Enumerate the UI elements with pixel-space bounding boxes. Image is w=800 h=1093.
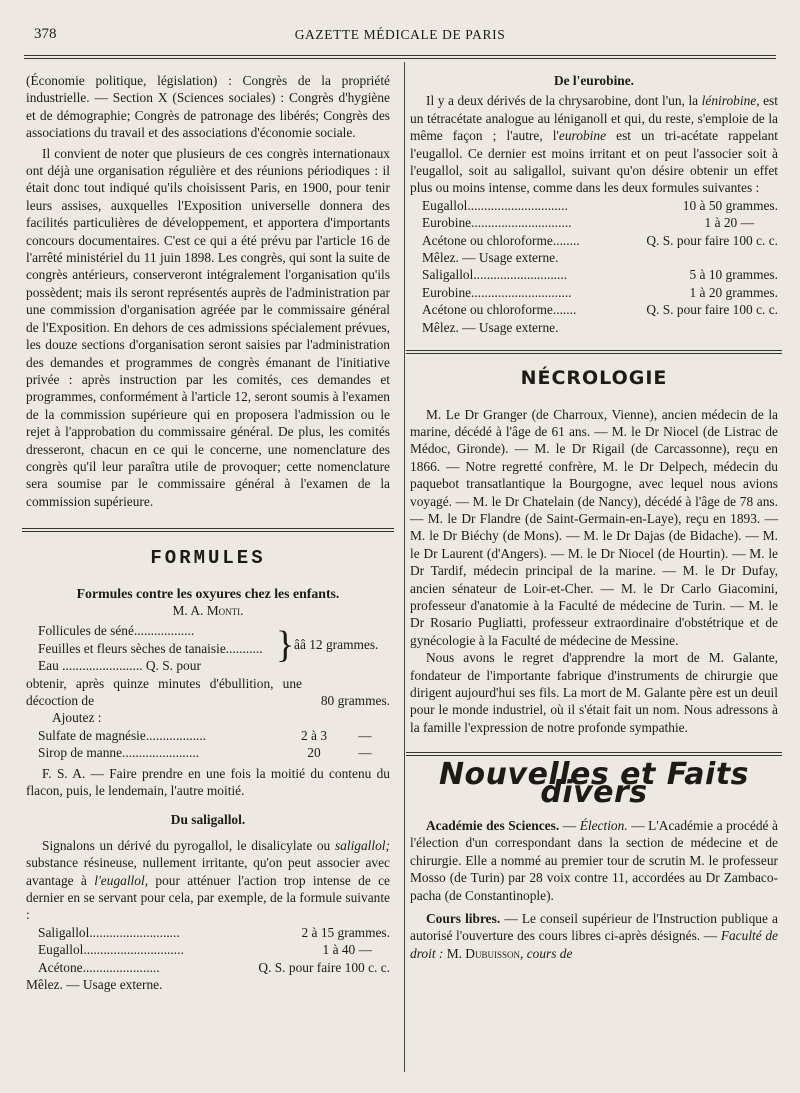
usage-note: Mêlez. — Usage externe.: [422, 319, 559, 335]
formula-amount: 1 à 40 —: [322, 942, 372, 958]
formula-decoction-qty: 80 grammes.: [320, 693, 390, 708]
formula-qty: ââ 12 grammes.: [294, 637, 379, 653]
text-run-italic: cours de: [526, 945, 573, 961]
text-run-italic: l'eugallol,: [94, 872, 149, 888]
formula-line: Feuilles et fleurs sèches de tanaisie...........: [38, 640, 263, 656]
formula-amount: 2 à 3: [300, 727, 328, 743]
formula-amount: Q. S. pour faire 100 c. c.: [646, 302, 778, 318]
formula-amount: 20: [307, 745, 321, 761]
column-divider: [404, 62, 405, 1072]
formula-unit: —: [358, 745, 372, 761]
text-run-italic: Faculté de droit :: [410, 928, 778, 961]
ajoutez-label: Ajoutez :: [52, 710, 102, 726]
cours-lead: Cours libres.: [426, 911, 501, 927]
formula-unit: —: [358, 727, 372, 743]
text-run-italic: eurobine: [558, 128, 607, 144]
saligallol-paragraph: [26, 837, 390, 924]
formula-row: [38, 959, 390, 976]
cours-paragraph: [410, 910, 778, 962]
text-run: Il y a deux dérivés de la chrysarobine, dont l'un, la: [426, 93, 702, 109]
text-run: est un tri-acétate rappelant l'eugallol. Ce dernier est moins irritant et on peut l'associer soit à l'eugallol, soit au saligallol, suivant qu'on désire obtenir un effet plus ou moins intense, comme dans les deux formules suivantes :: [410, 128, 778, 196]
necrologie-title: NÉCROLOGIE: [520, 367, 668, 390]
section-rule: [406, 350, 782, 354]
right-column: [410, 72, 778, 962]
formula-eurobine-1: [410, 197, 778, 336]
formules-title: FORMULES: [150, 547, 266, 570]
section-rule: [22, 528, 394, 532]
eurobine-title: De l'eurobine.: [553, 73, 635, 88]
academie-lead: Académie des Sciences.: [426, 818, 560, 834]
academie-paragraph: [410, 817, 778, 904]
left-column: [26, 72, 390, 994]
text-run-italic: lénirobine,: [701, 93, 760, 109]
formula-amount: Q. S. pour faire 100 c. c.: [258, 959, 390, 975]
section-rule: [406, 752, 782, 756]
formula-row: [422, 197, 778, 214]
text-run-italic: saligallol;: [334, 837, 390, 853]
text-run: substance résineuse, nullement irritante, qu'on peut associer avec avantage à: [26, 855, 390, 888]
formula-row: [26, 727, 390, 744]
text-run: pour atténuer l'action trop intense de ce dernier en se servant pour cela, par exemple, de la formule suivante :: [26, 872, 390, 923]
text-run: — L'Académie a procédé à l'élection d'un correspondant dans la section de médecine et de chirurgie. Elle a nommé au premier tour de scrutin M. le professeur Mosso (de Turin) par 28 voix contre 11, accordées au Dr Zambaco-pacha (de Constantinople).: [410, 818, 778, 903]
text-run-italic: Élection.: [579, 818, 628, 834]
eurobine-paragraph: [410, 92, 778, 196]
formula-item: Eugallol..............................: [422, 197, 568, 213]
congress-paragraph-1: (Économie politique, législation) : Congrès de la propriété industrielle. — Section X (Sciences sociales) : Congrès d'hygiène et de démographie; Congrès de patronage des libérés; Congrès des associations du travail et des associations d'économie sociale.: [26, 73, 390, 141]
text-run: Signalons un dérivé du pyrogallol, le disalicylate ou: [42, 837, 335, 853]
formula-amount: Q. S. pour faire 100 c. c.: [646, 232, 778, 248]
formula-row: [38, 924, 390, 941]
formula-saligallol: [26, 924, 390, 976]
congress-paragraph-2: Il convient de noter que plusieurs de ces congrès internationaux ont déjà une organisation régulière et des réunions périodiques : il était donc tout indiqué qu'ils choisissent Paris, en 1900, pour tenir leurs assises, auxquelles l'Exposition universelle donnera des facilités particulières de développement, et apportera d'importants concours documentaires. C'est ce qui a été prévu par l'article 16 de l'arrêté ministériel du 11 juin 1898. Les congrès, qui sont la suite de congrès antérieurs, conserveront intégralement l'organisation qu'ils possèdent; mais ils seront représentés auprès de l'administration par une commission d'organisation agréée par le commissaire général de l'Exposition. En dehors de ces admissions spécialement prévues, les douze sections d'organisation seront saisies par l'administration des demandes et programmes de congrès émanant de l'initiative privée : après instruction par les comités, ces demandes et programmes, conformément à l'article 12, seront soumis à l'examen de la commission supérieure qui en proposera l'admission ou le rejet à l'approbation du commissaire général. De plus, les comités dresseront, chacun en ce qui le concerne, une nomenclature des congrès qu'il leur paraîtra utile de provoquer; cette nomenclature sera soumise par le commissaire général à l'examen de la commission supérieure.: [26, 145, 390, 509]
formula-item: Saligallol...........................: [38, 924, 180, 940]
formula-item: Sulfate de magnésie..................: [38, 727, 207, 743]
formula-item: Acétone.......................: [38, 959, 160, 975]
usage-note: Mêlez. — Usage externe.: [422, 250, 559, 266]
page-number: 378: [34, 26, 57, 42]
formula-eau: Eau ........................ Q. S. pour: [38, 658, 201, 674]
formula-amount: 5 à 10 grammes.: [689, 267, 778, 283]
text-run: M. Dubuisson,: [443, 945, 527, 961]
text-run: est un tétracétate analogue au léniganoll et qui, du reste, s'emploie de la même façon ; l'autre, l': [410, 93, 778, 144]
formula-amount: 1 à 20 grammes.: [689, 284, 778, 300]
formula-row: [422, 232, 778, 249]
formula-decoction: [26, 675, 390, 710]
formula-row: [422, 266, 778, 283]
formula-item: Acétone ou chloroforme.......: [422, 302, 577, 318]
formula-row: [422, 214, 778, 231]
formula-item: Acétone ou chloroforme........: [422, 232, 580, 248]
formula-line: Follicules de séné..................: [38, 623, 195, 639]
formula-row: [422, 284, 778, 301]
formula-amount: 2 à 15 grammes.: [301, 924, 390, 940]
oxyures-author-initials: M. A.: [172, 602, 204, 618]
necrologie-paragraph-2: Nous avons le regret d'apprendre la mort de M. Galante, fondateur de l'importante fabrique d'instruments de chirurgie que dirigent aujourd'hui ses fils. La mort de M. Galante père est un deuil pour le monde industriel, où il s'était fait un nom. Nous adressons à la famille l'expression de notre profonde sympathie.: [410, 650, 778, 735]
formula-row: [422, 301, 778, 318]
nouvelles-title: Nouvelles et Faits divers: [438, 757, 750, 810]
journal-title: GAZETTE MÉDICALE DE PARIS: [294, 27, 506, 42]
formula-row: [26, 744, 390, 761]
text-run: — Le conseil supérieur de l'Instruction publique a autorisé l'ouverture des cours libres ci-après désignés. —: [410, 911, 778, 944]
formula-amount: 10 à 50 grammes.: [682, 197, 778, 213]
header-rule: [24, 55, 776, 59]
running-head: [24, 26, 776, 46]
formula-amount: 1 à 20 —: [704, 215, 754, 231]
formula-row: [38, 941, 390, 958]
formula-item: Sirop de manne.......................: [38, 745, 200, 761]
oxyures-author: [26, 602, 390, 619]
oxyures-author-name: Monti.: [206, 602, 244, 618]
brace: }: [276, 624, 295, 667]
saligallol-title: Du saligallol.: [170, 812, 246, 828]
formula-item: Saligallol............................: [422, 267, 568, 283]
fsa-paragraph: F. S. A. — Faire prendre en une fois la moitié du contenu du flacon, puis, le lendemain, l'autre moitié.: [26, 765, 390, 799]
usage-note: Mêlez. — Usage externe.: [26, 977, 163, 993]
formula-item: Eurobine..............................: [422, 215, 572, 231]
text-run: —: [559, 818, 580, 834]
oxyures-title: Formules contre les oxyures chez les enfants.: [76, 585, 340, 601]
formula-decoction-text: obtenir, après quinze minutes d'ébullition, une décoction de: [26, 675, 302, 708]
formula-item: Eugallol..............................: [38, 942, 184, 958]
formula-item: Eurobine..............................: [422, 284, 572, 300]
necrologie-paragraph: M. Le Dr Granger (de Charroux, Vienne), ancien médecin de la marine, décédé à l'âge de 61 ans. — M. le Dr Niocel (de Listrac de Médoc, Gironde). — M. le Dr Rigail (de Carcassonne), reçu en 1866. — Notre regretté confrère, M. le Dr Delpech, médecin du paquebot transatlantique la Bourgogne, avec lequel nous avions voyagé. — M. le Dr Chatelain (de Nancy), décédé à l'âge de 78 ans. — M. le Dr Flandre (de Saint-Germain-en-Laye), reçu en 1893. — M. le Dr Biéchy (de Mons). — M. le Dr Dajas (de Bidache). — M. le Dr Laurent (d'Angers). — M. le Dr Niocel (de Hourtin). — M. le Dr Tardif, médecin principal de la marine. — M. le Dr Dufay, ancien sénateur de Loir-et-Cher. — M. le Dr Carlo Giacomini, professeur d'anatomie à la Faculté de médecine de Turin. — M. le Dr Rosario Pugliatti, professeur extraordinaire d'obstétrique et de gynécologie à la Faculté de médecine de Messine.: [410, 406, 778, 648]
